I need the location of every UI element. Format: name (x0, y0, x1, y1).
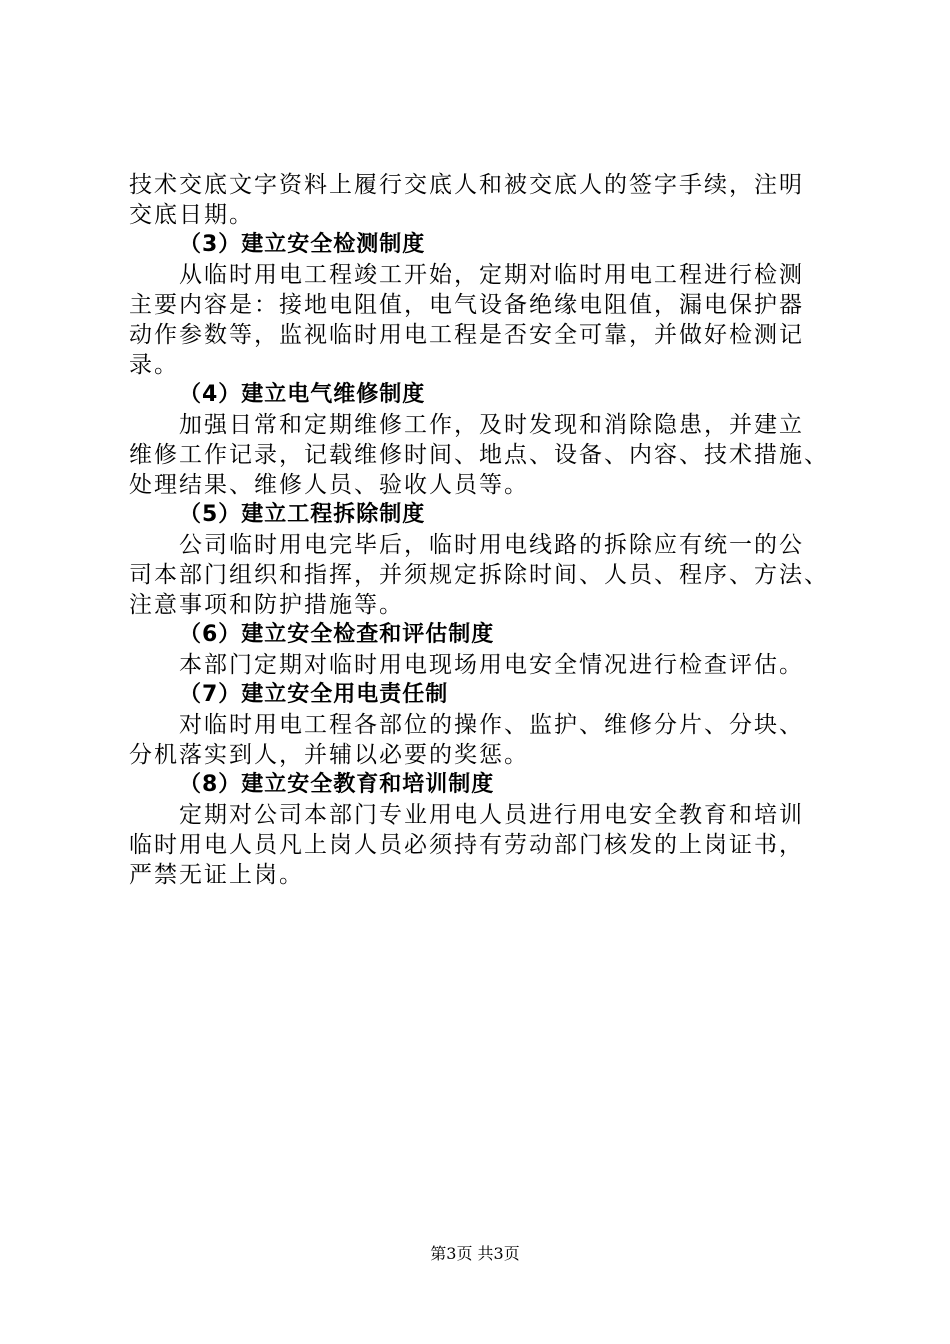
section-heading-4: （4）建立电气维修制度 (179, 382, 426, 407)
section-6-line-1: 本部门定期对临时用电现场用电安全情况进行检查评估。 (179, 652, 804, 678)
intro-line-1: 技术交底文字资料上履行交底人和被交底人的签字手续，注明 (129, 172, 804, 198)
section-8-line-2: 临时用电人员凡上岗人员必须持有劳动部门核发的上岗证书， (129, 832, 804, 858)
section-8-line-1: 定期对公司本部门专业用电人员进行用电安全教育和培训 (179, 802, 804, 828)
section-5-line-1: 公司临时用电完毕后，临时用电线路的拆除应有统一的公 (179, 532, 804, 558)
section-3-line-4: 录。 (129, 352, 179, 378)
section-3-line-1: 从临时用电工程竣工开始，定期对临时用电工程进行检测 (179, 262, 804, 288)
section-5-line-3: 注意事项和防护措施等。 (129, 592, 404, 618)
section-4-line-2: 维修工作记录，记载维修时间、地点、设备、内容、技术措施、 (129, 442, 829, 468)
section-7-line-1: 对临时用电工程各部位的操作、监护、维修分片、分块、 (179, 712, 804, 738)
intro-line-2: 交底日期。 (129, 202, 254, 228)
section-heading-6: （6）建立安全检查和评估制度 (179, 622, 495, 647)
section-4-line-3: 处理结果、维修人员、验收人员等。 (129, 472, 529, 498)
section-3-line-2: 主要内容是：接地电阻值，电气设备绝缘电阻值，漏电保护器 (129, 292, 804, 318)
page-number-footer: 第3页 共3页 (430, 1244, 520, 1263)
section-7-line-2: 分机落实到人，并辅以必要的奖惩。 (129, 742, 529, 768)
section-heading-8: （8）建立安全教育和培训制度 (179, 772, 495, 797)
document-body (129, 170, 829, 890)
section-heading-7: （7）建立安全用电责任制 (179, 682, 449, 707)
section-heading-5: （5）建立工程拆除制度 (179, 502, 426, 527)
section-3-line-3: 动作参数等，监视临时用电工程是否安全可靠，并做好检测记 (129, 322, 804, 348)
section-5-line-2: 司本部门组织和指挥，并须规定拆除时间、人员、程序、方法、 (129, 562, 829, 588)
section-8-line-3: 严禁无证上岗。 (129, 862, 304, 888)
section-4-line-1: 加强日常和定期维修工作，及时发现和消除隐患，并建立 (179, 412, 804, 438)
section-heading-3: （3）建立安全检测制度 (179, 232, 426, 257)
